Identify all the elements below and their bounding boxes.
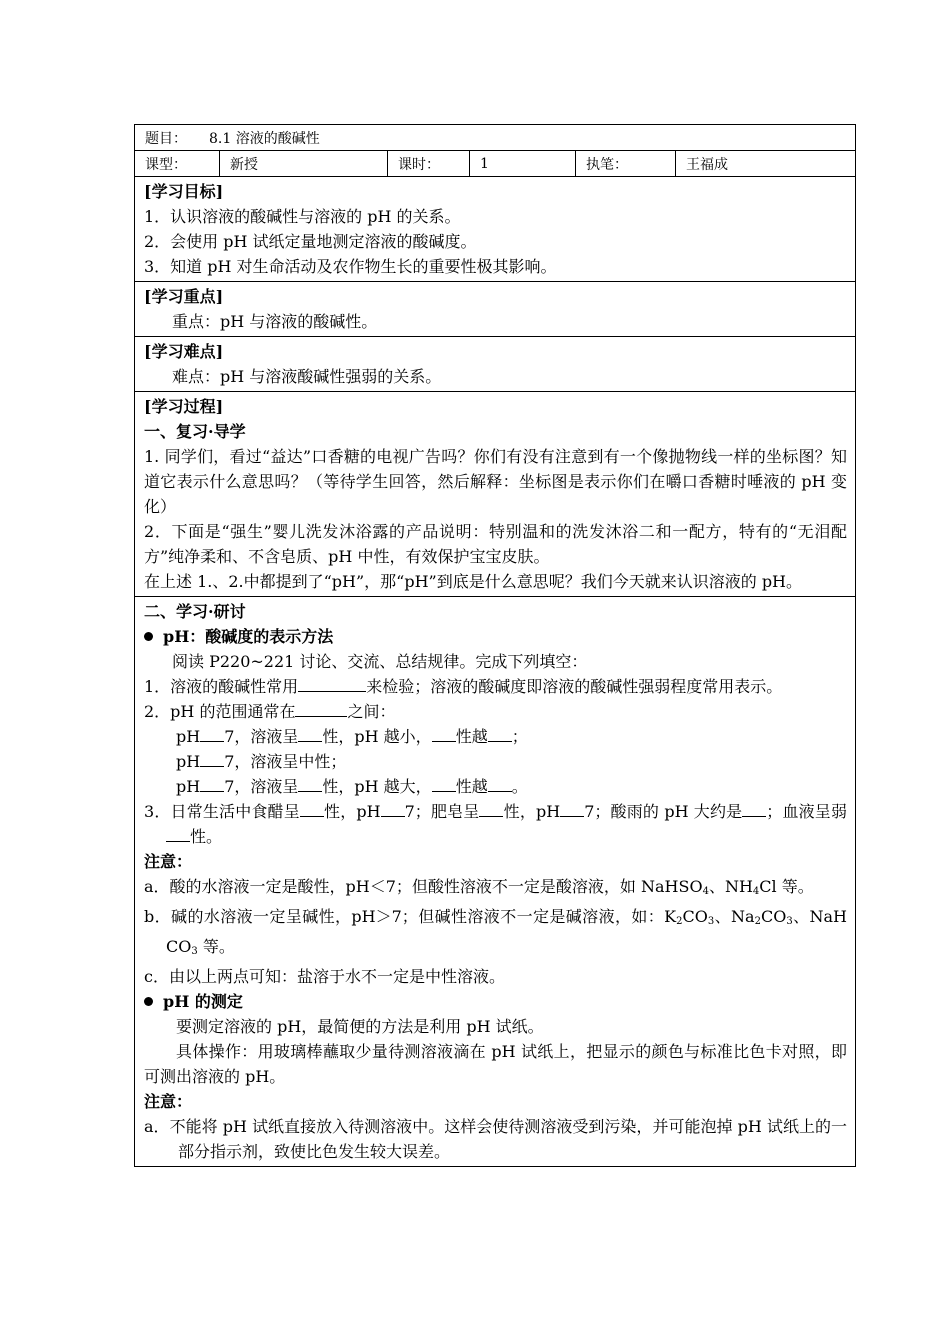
question-2: 2．pH 的范围通常在 之间： xyxy=(144,702,396,721)
question-3: 3．日常生活中食醋呈 性，pH 7；肥皂呈 性，pH 7；酸雨的 pH 大约是 ；血液呈弱性。 xyxy=(144,802,847,846)
fill-blank[interactable] xyxy=(432,726,456,742)
measure-text-1: 要测定溶液的 pH，最简便的方法是利用 pH 试纸。 xyxy=(176,1017,544,1036)
ph-rule-neutral: pH 7，溶液呈中性； xyxy=(176,752,347,771)
hours-value: 1 xyxy=(470,151,576,176)
meta-row xyxy=(135,151,855,177)
fill-blank[interactable] xyxy=(560,801,584,817)
objectives-heading: [学习目标] xyxy=(144,182,224,201)
fill-blank[interactable] xyxy=(432,776,456,792)
difficulties-text: 难点：pH 与溶液酸碱性强弱的关系。 xyxy=(172,367,442,386)
fill-blank[interactable] xyxy=(479,801,503,817)
fill-blank[interactable] xyxy=(298,776,322,792)
fill-blank[interactable] xyxy=(166,826,190,842)
bullet-heading-ph: pH：酸碱度的表示方法 xyxy=(144,624,847,649)
fill-blank[interactable] xyxy=(295,701,347,717)
author-value: 王福成 xyxy=(686,156,728,173)
process-section xyxy=(135,392,855,597)
note-a: a．酸的水溶液一定是酸性，pH＜7；但酸性溶液不一定是酸溶液，如 NaHSO$_4$、$NH_4Cl$ 等。 xyxy=(144,877,814,897)
key-points-section xyxy=(135,282,855,337)
hours-label: 课时： xyxy=(388,151,470,176)
fill-blank[interactable] xyxy=(742,801,766,817)
topic-label: 题目： xyxy=(145,130,187,147)
process-heading: [学习过程] xyxy=(144,397,224,416)
objective-item: 3．知道 pH 对生命活动及农作物生长的重要性极其影响。 xyxy=(144,257,557,276)
fill-blank[interactable] xyxy=(200,751,224,767)
note-b: b．碱的水溶液一定呈碱性，pH＞7；但碱性溶液不一定是碱溶液，如：$K_2CO_3$、$Na_2CO_3$、NaH $CO_3$ 等。 xyxy=(144,907,847,957)
fill-blank[interactable] xyxy=(300,801,324,817)
bullet-dot-icon xyxy=(144,632,153,641)
topic-value: 8.1 溶液的酸碱性 xyxy=(209,130,320,147)
objective-item: 2．会使用 pH 试纸定量地测定溶液的酸碱度。 xyxy=(144,232,477,251)
key-points-text: 重点：pH 与溶液的酸碱性。 xyxy=(172,312,378,331)
fill-blank[interactable] xyxy=(488,726,512,742)
author-label: 执笔： xyxy=(576,151,676,176)
difficulties-section xyxy=(135,337,855,392)
ph-rule-base: pH 7，溶液呈 性，pH 越大， 性越 。 xyxy=(176,777,528,796)
bullet-heading-measure: pH 的测定 xyxy=(144,989,847,1014)
key-points-heading: [学习重点] xyxy=(144,287,224,306)
fill-blank[interactable] xyxy=(488,776,512,792)
objectives-section xyxy=(135,177,855,282)
fill-blank[interactable] xyxy=(381,801,405,817)
objective-item: 1．认识溶液的酸碱性与溶液的 pH 的关系。 xyxy=(144,207,461,226)
fill-blank[interactable] xyxy=(200,776,224,792)
intro-paragraph-1: 1. 同学们，看过“益达”口香糖的电视广告吗？你们有没有注意到有一个像抛物线一样的坐标图？知道它表示什么意思吗？（等待学生回答，然后解释：坐标图是表示你们在嚼口香糖时唾液的 pH 变化） xyxy=(144,447,847,516)
note-heading-2: 注意： xyxy=(144,1092,193,1111)
note-c: c．由以上两点可知：盐溶于水不一定是中性溶液。 xyxy=(144,967,505,986)
difficulties-heading: [学习难点] xyxy=(144,342,224,361)
type-label: 课型： xyxy=(135,151,220,176)
study-section xyxy=(135,597,855,1166)
question-1: 1．溶液的酸碱性常用 来检验；溶液的酸碱度即溶液的酸碱性强弱程度常用表示。 xyxy=(144,677,783,696)
part2-title: 二、学习·研讨 xyxy=(144,602,246,621)
fill-blank[interactable] xyxy=(298,726,322,742)
note-heading-1: 注意： xyxy=(144,852,193,871)
ph-rule-acid: pH 7，溶液呈 性，pH 越小， 性越 ； xyxy=(176,727,528,746)
intro-paragraph-2: 2．下面是“强生”婴儿洗发沐浴露的产品说明：特别温和的洗发沐浴二和一配方，特有的“无泪配方”纯净柔和、不含皂质、pH 中性，有效保护宝宝皮肤。 xyxy=(144,522,847,566)
lesson-plan-table xyxy=(134,124,856,1167)
topic-row xyxy=(135,125,855,151)
intro-paragraph-3: 在上述 1.、2.中都提到了“pH”，那“pH”到底是什么意思呢？我们今天就来认识溶液的 pH。 xyxy=(144,572,803,591)
reading-instruction: 阅读 P220~221 讨论、交流、总结规律。完成下列填空： xyxy=(172,652,588,671)
measure-text-2: 具体操作：用玻璃棒蘸取少量待测溶液滴在 pH 试纸上，把显示的颜色与标准比色卡对照，即可测出溶液的 pH。 xyxy=(144,1042,847,1086)
fill-blank[interactable] xyxy=(298,676,366,692)
part1-title: 一、复习·导学 xyxy=(144,422,246,441)
type-value: 新授 xyxy=(220,151,388,176)
bullet-dot-icon xyxy=(144,997,153,1006)
fill-blank[interactable] xyxy=(200,726,224,742)
note2-a: a．不能将 pH 试纸直接放入待测溶液中。这样会使待测溶液受到污染，并可能泡掉 pH 试纸上的一部分指示剂，致使比色发生较大误差。 xyxy=(144,1117,847,1161)
